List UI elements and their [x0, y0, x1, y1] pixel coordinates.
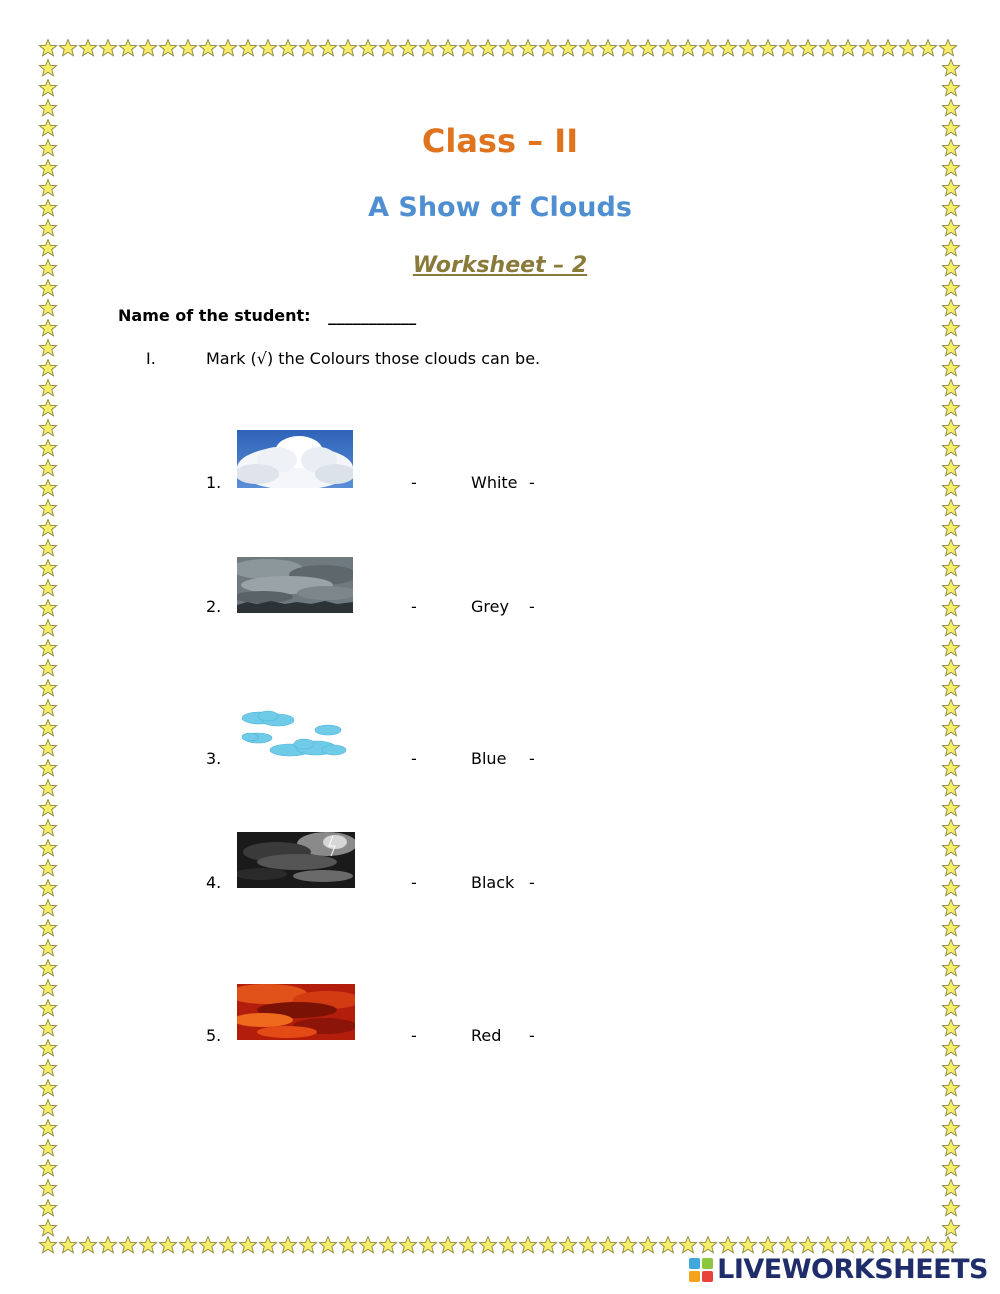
star-icon — [941, 58, 961, 78]
star-icon — [38, 498, 58, 518]
star-icon — [358, 38, 378, 58]
star-border-top — [38, 38, 958, 58]
star-icon — [398, 38, 418, 58]
red-clouds-image — [237, 984, 355, 1040]
star-icon — [941, 1218, 961, 1238]
star-icon — [941, 1058, 961, 1078]
star-icon — [38, 898, 58, 918]
answer-slot[interactable]: - — [529, 1026, 535, 1045]
star-icon — [598, 1235, 618, 1255]
star-icon — [238, 1235, 258, 1255]
star-icon — [38, 958, 58, 978]
star-icon — [941, 338, 961, 358]
item-number: 1. — [206, 473, 222, 492]
item-number: 3. — [206, 749, 222, 768]
item-dash: - — [411, 1026, 417, 1045]
star-icon — [818, 1235, 838, 1255]
star-icon — [298, 1235, 318, 1255]
star-icon — [758, 38, 778, 58]
star-icon — [58, 1235, 78, 1255]
star-icon — [38, 1235, 58, 1255]
star-icon — [258, 38, 278, 58]
star-icon — [938, 1235, 958, 1255]
star-icon — [38, 98, 58, 118]
star-icon — [478, 1235, 498, 1255]
star-icon — [38, 318, 58, 338]
student-name-row — [118, 306, 416, 325]
star-icon — [338, 38, 358, 58]
star-icon — [38, 518, 58, 538]
item-dash: - — [411, 473, 417, 492]
star-icon — [941, 498, 961, 518]
star-icon — [38, 398, 58, 418]
star-icon — [941, 78, 961, 98]
star-icon — [418, 38, 438, 58]
answer-slot[interactable]: - — [529, 597, 535, 616]
star-icon — [941, 1138, 961, 1158]
star-icon — [38, 778, 58, 798]
star-icon — [338, 1235, 358, 1255]
liveworksheets-brand: LIVEWORKSHEETS — [717, 1254, 988, 1285]
colour-label: White — [471, 473, 518, 492]
item-number: 5. — [206, 1026, 222, 1045]
star-icon — [38, 278, 58, 298]
list-item — [0, 557, 1000, 617]
item-dash: - — [411, 597, 417, 616]
star-icon — [218, 1235, 238, 1255]
item-dash: - — [411, 749, 417, 768]
star-icon — [941, 358, 961, 378]
list-item — [0, 430, 1000, 490]
list-item — [0, 984, 1000, 1044]
star-icon — [38, 1158, 58, 1178]
class-title: Class – II — [421, 122, 579, 160]
star-icon — [38, 618, 58, 638]
star-icon — [38, 538, 58, 558]
star-icon — [941, 158, 961, 178]
colour-label: Blue — [471, 749, 507, 768]
star-icon — [518, 1235, 538, 1255]
instruction-number: I. — [146, 349, 156, 368]
star-icon — [178, 38, 198, 58]
star-icon — [438, 1235, 458, 1255]
star-icon — [941, 98, 961, 118]
star-icon — [638, 38, 658, 58]
star-icon — [558, 1235, 578, 1255]
star-icon — [941, 938, 961, 958]
star-icon — [798, 1235, 818, 1255]
star-icon — [941, 538, 961, 558]
star-icon — [898, 1235, 918, 1255]
star-icon — [38, 658, 58, 678]
star-icon — [941, 298, 961, 318]
star-icon — [518, 38, 538, 58]
star-icon — [658, 1235, 678, 1255]
star-icon — [78, 38, 98, 58]
star-icon — [758, 1235, 778, 1255]
star-icon — [38, 38, 58, 58]
answer-slot[interactable]: - — [529, 749, 535, 768]
grey-clouds-image — [237, 557, 353, 613]
star-icon — [778, 38, 798, 58]
star-icon — [38, 918, 58, 938]
star-icon — [38, 1138, 58, 1158]
star-icon — [818, 38, 838, 58]
star-icon — [158, 38, 178, 58]
star-icon — [118, 1235, 138, 1255]
star-icon — [38, 678, 58, 698]
star-icon — [438, 38, 458, 58]
star-icon — [378, 38, 398, 58]
star-icon — [38, 1118, 58, 1138]
star-icon — [318, 1235, 338, 1255]
star-icon — [398, 1235, 418, 1255]
list-item — [0, 710, 1000, 770]
star-icon — [58, 38, 78, 58]
blue-clouds-image — [238, 710, 352, 762]
star-icon — [78, 1235, 98, 1255]
star-icon — [38, 58, 58, 78]
star-icon — [941, 1158, 961, 1178]
star-icon — [941, 778, 961, 798]
star-icon — [38, 1178, 58, 1198]
star-icon — [498, 1235, 518, 1255]
star-icon — [458, 38, 478, 58]
star-icon — [38, 638, 58, 658]
star-icon — [38, 1078, 58, 1098]
star-icon — [941, 618, 961, 638]
star-icon — [778, 1235, 798, 1255]
star-icon — [38, 1058, 58, 1078]
star-border-left — [38, 58, 58, 1238]
star-icon — [578, 38, 598, 58]
star-icon — [578, 1235, 598, 1255]
star-icon — [941, 1118, 961, 1138]
worksheet-title: Worksheet – 2 — [412, 253, 588, 278]
star-icon — [358, 1235, 378, 1255]
list-item — [0, 832, 1000, 892]
star-icon — [838, 1235, 858, 1255]
star-icon — [941, 318, 961, 338]
star-icon — [538, 38, 558, 58]
star-icon — [941, 678, 961, 698]
star-icon — [941, 1078, 961, 1098]
star-icon — [878, 38, 898, 58]
star-icon — [618, 38, 638, 58]
liveworksheets-logo[interactable] — [689, 1254, 988, 1285]
star-icon — [798, 38, 818, 58]
star-icon — [738, 38, 758, 58]
star-icon — [941, 1178, 961, 1198]
star-icon — [158, 1235, 178, 1255]
star-icon — [678, 1235, 698, 1255]
star-icon — [941, 898, 961, 918]
star-icon — [418, 1235, 438, 1255]
star-icon — [238, 38, 258, 58]
star-icon — [298, 38, 318, 58]
star-icon — [478, 38, 498, 58]
answer-slot[interactable]: - — [529, 473, 535, 492]
star-icon — [718, 38, 738, 58]
colour-label: Grey — [471, 597, 509, 616]
star-icon — [218, 38, 238, 58]
star-icon — [38, 338, 58, 358]
star-icon — [198, 1235, 218, 1255]
star-icon — [458, 1235, 478, 1255]
star-icon — [898, 38, 918, 58]
star-border-bottom — [38, 1235, 958, 1255]
star-icon — [258, 1235, 278, 1255]
colour-label: Black — [471, 873, 515, 892]
star-icon — [918, 38, 938, 58]
lesson-title: A Show of Clouds — [368, 192, 632, 223]
star-icon — [941, 518, 961, 538]
star-icon — [738, 1235, 758, 1255]
star-icon — [941, 798, 961, 818]
star-icon — [858, 1235, 878, 1255]
liveworksheets-logo-icon — [689, 1258, 713, 1282]
star-icon — [618, 1235, 638, 1255]
star-icon — [638, 1235, 658, 1255]
instruction-text: Mark (√) the Colours those clouds can be. — [206, 349, 541, 368]
star-icon — [38, 158, 58, 178]
star-icon — [838, 38, 858, 58]
star-icon — [38, 358, 58, 378]
star-icon — [941, 918, 961, 938]
star-icon — [318, 38, 338, 58]
star-icon — [938, 38, 958, 58]
star-icon — [138, 1235, 158, 1255]
star-icon — [98, 38, 118, 58]
black-clouds-image — [237, 832, 355, 888]
star-icon — [378, 1235, 398, 1255]
star-icon — [598, 38, 618, 58]
star-icon — [918, 1235, 938, 1255]
star-icon — [941, 638, 961, 658]
star-icon — [878, 1235, 898, 1255]
star-icon — [278, 38, 298, 58]
star-icon — [38, 798, 58, 818]
star-icon — [658, 38, 678, 58]
star-icon — [941, 1198, 961, 1218]
star-icon — [718, 1235, 738, 1255]
star-icon — [198, 38, 218, 58]
star-icon — [38, 378, 58, 398]
student-name-blank[interactable]: ___________ — [328, 306, 417, 325]
answer-slot[interactable]: - — [529, 873, 535, 892]
star-icon — [698, 38, 718, 58]
item-number: 4. — [206, 873, 222, 892]
star-icon — [178, 1235, 198, 1255]
star-icon — [98, 1235, 118, 1255]
star-icon — [858, 38, 878, 58]
colour-label: Red — [471, 1026, 502, 1045]
star-icon — [678, 38, 698, 58]
star-icon — [941, 958, 961, 978]
white-clouds-image — [237, 430, 353, 488]
star-icon — [941, 398, 961, 418]
star-icon — [38, 78, 58, 98]
item-number: 2. — [206, 597, 222, 616]
student-name-label: Name of the student: — [118, 306, 311, 325]
star-icon — [941, 658, 961, 678]
star-icon — [38, 1198, 58, 1218]
star-icon — [38, 298, 58, 318]
star-icon — [38, 1218, 58, 1238]
star-icon — [138, 38, 158, 58]
star-border-right — [941, 58, 961, 1238]
item-dash: - — [411, 873, 417, 892]
star-icon — [941, 1098, 961, 1118]
star-icon — [38, 1098, 58, 1118]
star-icon — [558, 38, 578, 58]
star-icon — [941, 278, 961, 298]
star-icon — [941, 378, 961, 398]
star-icon — [538, 1235, 558, 1255]
star-icon — [38, 938, 58, 958]
star-icon — [498, 38, 518, 58]
star-icon — [698, 1235, 718, 1255]
star-icon — [118, 38, 138, 58]
star-icon — [278, 1235, 298, 1255]
